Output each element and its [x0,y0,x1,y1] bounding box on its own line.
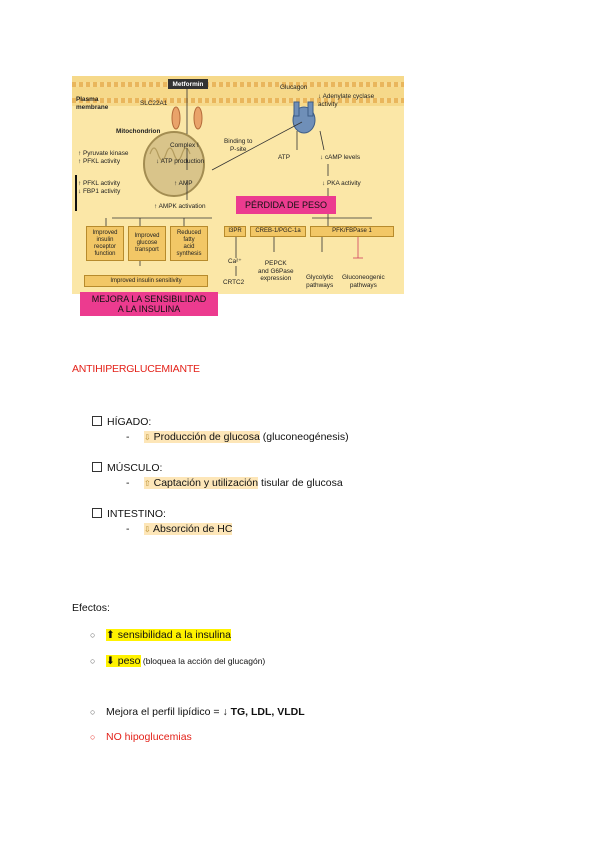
heading-antihiperglucemiante: ANTIHIPERGLUCEMIANTE [72,363,200,375]
atp-label: ATP [278,154,290,161]
creb-box: CREB-1/PGC-1a [250,226,306,237]
pyruvate-label: ↑ Pyruvate kinase ↑ PFKL activity [78,150,129,165]
slc22a1-label: SLC22A1 [140,100,168,107]
up-arrow-icon: ⇧ [144,479,151,488]
atp-production-label: ↓ ATP production [156,158,205,165]
bullet-circle-icon: ○ [90,732,96,742]
bullet-circle-icon: ○ [90,707,96,717]
insulin-receptor-box: Improved insulin receptor function [86,226,124,261]
pka-label: ↓ PKA activity [322,180,361,187]
perdida-peso-label: PÉRDIDA DE PESO [236,196,336,214]
crtc2-label: CRTC2 [223,279,245,286]
down-arrow-icon: ⇩ [144,525,151,534]
pfk-box: PFK/FBPase 1 [310,226,394,237]
organ-item-higado: HÍGADO: [92,416,151,428]
metformin-mechanism-diagram [72,76,404,294]
organ-item-intestino: INTESTINO: [92,508,166,520]
fatty-acid-box: Reduced fatty acid synthesis [170,226,208,261]
bullet-circle-icon: ○ [90,630,96,640]
pfkl-label: ↑ PFKL activity ↓ FBP1 activity [78,180,121,195]
bullet-circle-icon: ○ [90,656,96,666]
plasma-membrane-label: Plasma membrane [76,96,109,111]
organ-detail-higado: - ⇩ Producción de glucosa (gluconeogénesis) [126,431,349,443]
efectos-label: Efectos: [72,602,110,614]
checkbox-icon [92,508,102,518]
checkbox-icon [92,416,102,426]
glucagon-label: Glucagon [280,84,308,91]
down-arrow-icon: ⬇ [106,655,115,667]
adenylate-label: ↓ Adenylate cyclase activity [318,93,375,108]
binding-label: Binding to P-site [224,138,253,153]
organ-detail-intestino: - ⇩ Absorción de HC [126,523,233,535]
effect-item-sensibilidad: ○ ⬆ sensibilidad a la insulina [90,629,231,641]
lipid-effect-item: ○ Mejora el perfil lipídico = ↓ TG, LDL, VLDL [90,706,305,718]
ampk-label: ↑ AMPK activation [154,203,206,210]
page-edge-mark [75,175,77,211]
effect-item-peso: ○ ⬇ peso (bloquea la acción del glucagón) [90,655,266,667]
amp-label: ↑ AMP [174,180,193,187]
glycolytic-label: Glycolytic pathways [306,274,334,289]
pepck-label: PEPCK and G6Pase expression [258,260,294,282]
i3pr-box: I3PR [224,226,246,237]
transporter-right [194,107,202,129]
hipoglucemia-item: ○ NO hipoglucemias [90,731,192,743]
up-arrow-icon: ⬆ [106,629,115,641]
mejora-sensibilidad-label: MEJORA LA SENSIBILIDAD A LA INSULINA [80,292,218,316]
checkbox-icon [92,462,102,472]
mitochondrion-label: Mitochondrion [116,128,161,135]
complex-i-label: Complex I [170,142,199,149]
gluconeogenic-label: Gluconeogenic pathways [342,274,385,289]
transporter-left [172,107,180,129]
insulin-sensitivity-box: Improved insulin sensitivity [84,275,208,287]
ca-label: Ca²⁺ [228,258,242,265]
glucose-transport-box: Improved glucose transport [128,226,166,261]
organ-item-musculo: MÚSCULO: [92,462,162,474]
organ-detail-musculo: - ⇧ Captación y utilización tisular de glucosa [126,477,343,489]
metformin-label: Metformin [168,79,208,89]
camp-label: ↓ cAMP levels [320,154,361,161]
down-arrow-icon: ⇩ [144,433,151,442]
